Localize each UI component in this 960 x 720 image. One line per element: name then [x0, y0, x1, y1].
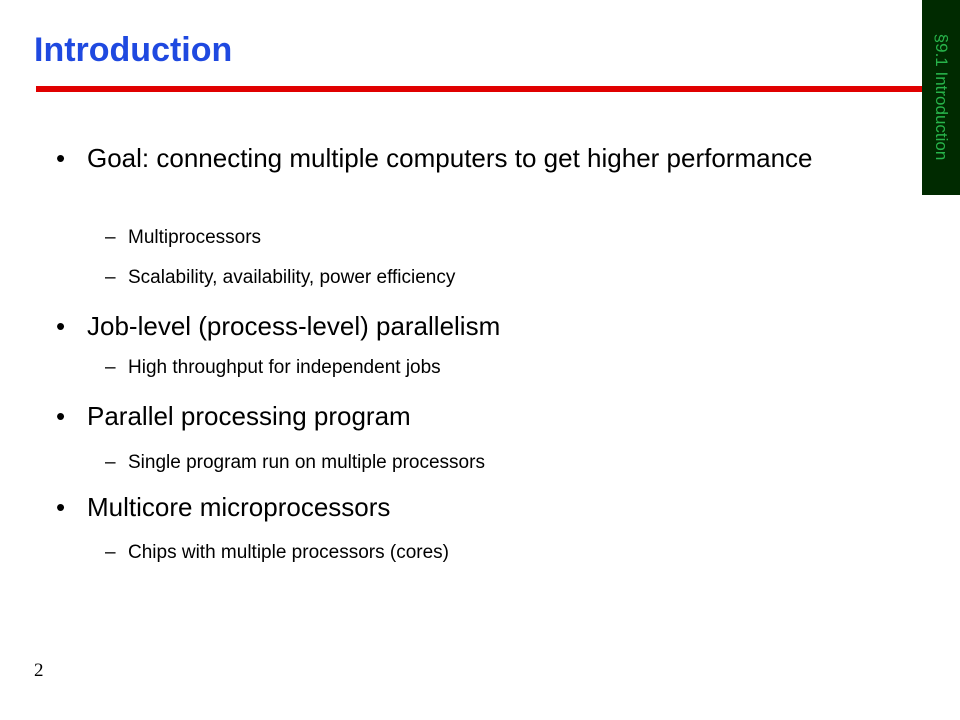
sub-bullet-marker: –: [105, 227, 116, 248]
sub-bullet-text: Single program run on multiple processors: [128, 452, 485, 473]
sub-bullet-marker: –: [105, 542, 116, 563]
bullet-text: Job-level (process-level) parallelism: [87, 311, 501, 341]
bullet-marker: •: [56, 311, 66, 341]
bullet-item: [56, 492, 846, 523]
sub-bullet-marker: –: [105, 452, 116, 473]
bullet-item: [56, 311, 846, 342]
bullet-item: [56, 401, 846, 432]
sub-bullet-item: [105, 541, 865, 565]
bullet-text: Multicore microprocessors: [87, 492, 391, 522]
bullet-item: [56, 143, 846, 174]
sub-bullet-text: Multiprocessors: [128, 227, 262, 248]
page-number: 2: [34, 660, 44, 681]
sub-bullet-item: [105, 266, 865, 290]
sub-bullet-item: [105, 451, 865, 475]
bullet-text: Parallel processing program: [87, 401, 411, 431]
sub-bullet-marker: –: [105, 357, 116, 378]
section-tab-label: §9.1 Introduction: [932, 33, 951, 161]
sub-bullet-item: [105, 356, 865, 380]
bullet-marker: •: [56, 492, 66, 522]
bullet-text: Goal: connecting multiple computers to get higher performance: [87, 143, 813, 173]
sub-bullet-item: [105, 226, 865, 250]
slide-title: Introduction: [34, 31, 233, 69]
sub-bullet-text: Chips with multiple processors (cores): [128, 542, 449, 563]
sub-bullet-text: Scalability, availability, power efficiency: [128, 267, 456, 288]
bullet-marker: •: [56, 401, 66, 431]
sub-bullet-marker: –: [105, 267, 116, 288]
bullet-marker: •: [56, 143, 66, 173]
sub-bullet-text: High throughput for independent jobs: [128, 357, 441, 378]
